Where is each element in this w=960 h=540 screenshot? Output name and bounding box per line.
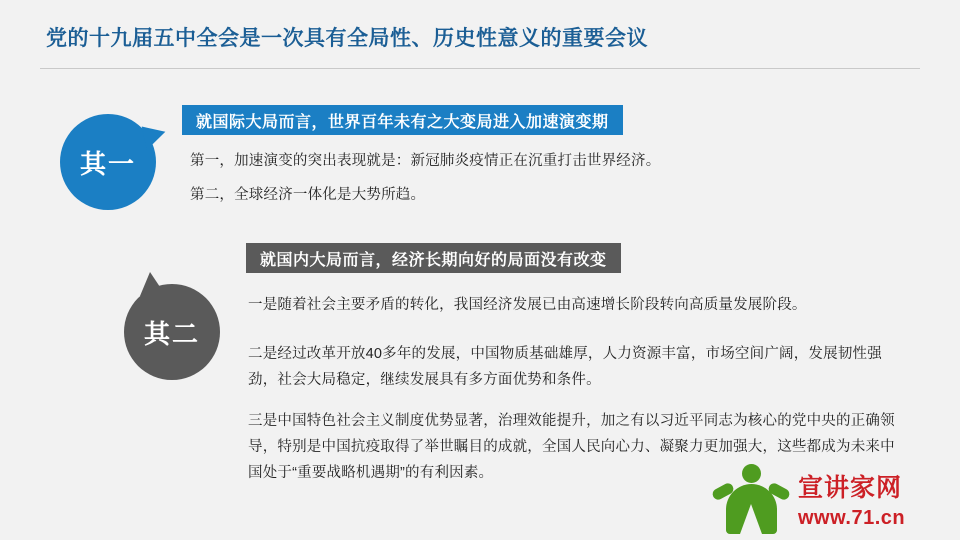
figure-head [742,464,761,483]
section-two-paragraph-1: 一是随着社会主要矛盾的转化，我国经济发展已由高速增长阶段转向高质量发展阶段。 [248,297,807,313]
speech-tail-icon [140,272,166,296]
section-badge-two-label: 其二 [143,318,200,349]
section-one-header: 就国际大局而言，世界百年未有之大变局进入加速演变期 [182,105,623,135]
section-two-paragraph-2: 二是经过改革开放40多年的发展，中国物质基础雄厚，人力资源丰富，市场空间广阔，发展韧性强劲，社会大局稳定，继续发展具有多方面优势和条件。 [248,346,882,388]
section-one-paragraph-2: 第二，全球经济一体化是大势所趋。 [190,187,426,203]
speaker-figure-icon [712,462,790,534]
section-one-paragraph-1: 第一，加速演变的突出表现就是：新冠肺炎疫情正在沉重打击世界经济。 [190,153,661,169]
watermark-brand: 宣讲家网 [798,474,903,502]
section-badge-two [124,284,220,380]
watermark-url: www.71.cn [798,507,906,529]
watermark-logo [702,460,950,534]
title-divider [40,68,920,69]
speech-tail-icon [142,122,169,150]
section-badge-one [60,114,156,210]
section-two-header: 就国内大局而言，经济长期向好的局面没有改变 [246,243,621,273]
section-two-paragraph-3: 三是中国特色社会主义制度优势显著，治理效能提升，加之有以习近平同志为核心的党中央的正确领导，特别是中国抗疫取得了举世瞩目的成就，全国人民向心力、凝聚力更加强大，这些都成为未来中国处于“重要战略机遇期”的有利因素。 [248,413,895,481]
page-title: 党的十九届五中全会是一次具有全局性、历史性意义的重要会议 [46,27,648,50]
section-badge-one-label: 其一 [79,148,136,179]
